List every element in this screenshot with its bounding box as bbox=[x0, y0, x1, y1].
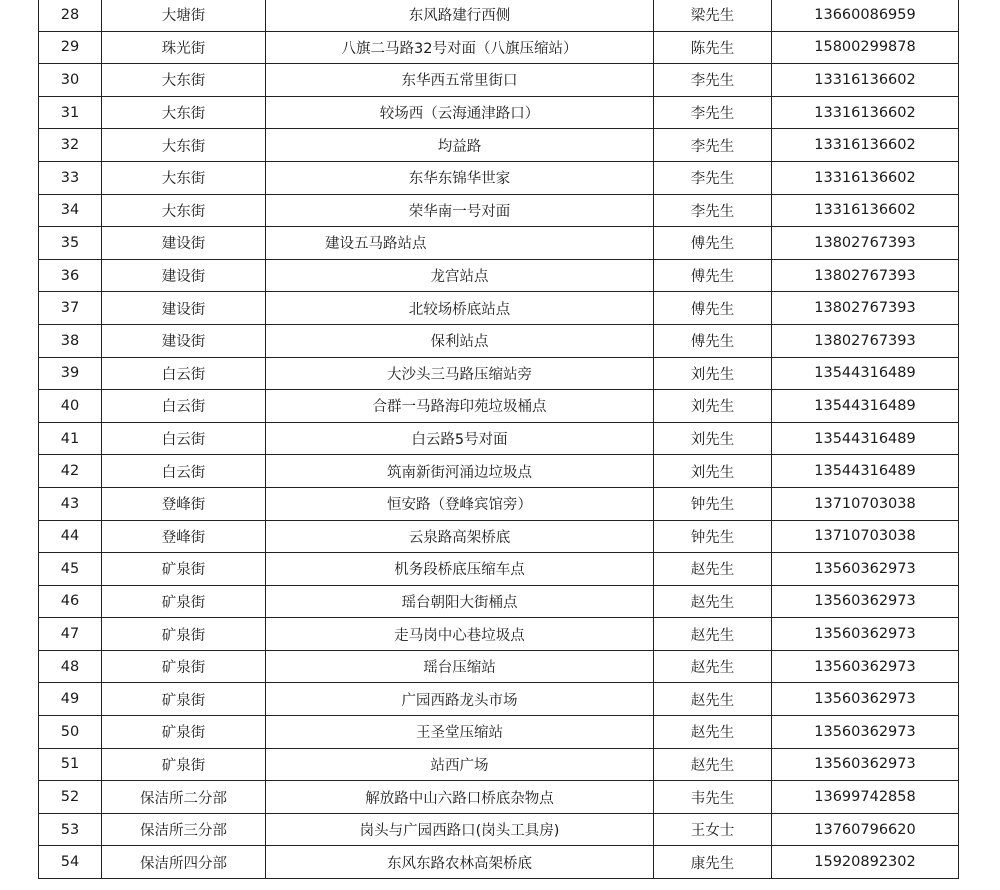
street-cell: 矿泉街 bbox=[102, 553, 266, 586]
contact-cell: 傅先生 bbox=[654, 227, 772, 260]
row-number-cell: 33 bbox=[39, 161, 102, 194]
table-row bbox=[39, 161, 959, 194]
contact-cell: 刘先生 bbox=[654, 390, 772, 423]
table-row bbox=[39, 194, 959, 227]
street-cell: 建设街 bbox=[102, 259, 266, 292]
phone-cell: 13710703038 bbox=[772, 520, 959, 553]
row-number-cell: 46 bbox=[39, 585, 102, 618]
location-cell: 北较场桥底站点 bbox=[266, 292, 654, 325]
row-number-cell: 37 bbox=[39, 292, 102, 325]
phone-cell: 13316136602 bbox=[772, 129, 959, 162]
row-number-cell: 29 bbox=[39, 31, 102, 64]
contact-cell: 李先生 bbox=[654, 129, 772, 162]
table-row bbox=[39, 683, 959, 716]
phone-cell: 13560362973 bbox=[772, 716, 959, 749]
location-cell: 瑶台朝阳大街桶点 bbox=[266, 585, 654, 618]
phone-cell: 13710703038 bbox=[772, 487, 959, 520]
street-cell: 矿泉街 bbox=[102, 716, 266, 749]
street-cell: 白云街 bbox=[102, 455, 266, 488]
street-cell: 建设街 bbox=[102, 227, 266, 260]
location-cell: 较场西（云海通津路口） bbox=[266, 96, 654, 129]
table-row bbox=[39, 650, 959, 683]
row-number-cell: 30 bbox=[39, 64, 102, 97]
street-cell: 大东街 bbox=[102, 64, 266, 97]
table-row bbox=[39, 748, 959, 781]
row-number-cell: 31 bbox=[39, 96, 102, 129]
location-cell: 龙宫站点 bbox=[266, 259, 654, 292]
contact-cell: 李先生 bbox=[654, 64, 772, 97]
contact-cell: 刘先生 bbox=[654, 357, 772, 390]
phone-cell: 13316136602 bbox=[772, 161, 959, 194]
table-row bbox=[39, 781, 959, 814]
phone-cell: 13699742858 bbox=[772, 781, 959, 814]
contact-cell: 赵先生 bbox=[654, 650, 772, 683]
location-cell: 云泉路高架桥底 bbox=[266, 520, 654, 553]
row-number-cell: 39 bbox=[39, 357, 102, 390]
row-number-cell: 52 bbox=[39, 781, 102, 814]
row-number-cell: 51 bbox=[39, 748, 102, 781]
contact-cell: 赵先生 bbox=[654, 553, 772, 586]
table-row bbox=[39, 0, 959, 31]
contact-cell: 赵先生 bbox=[654, 716, 772, 749]
contact-cell: 康先生 bbox=[654, 846, 772, 879]
contact-cell: 赵先生 bbox=[654, 683, 772, 716]
street-cell: 建设街 bbox=[102, 292, 266, 325]
row-number-cell: 42 bbox=[39, 455, 102, 488]
table-row bbox=[39, 813, 959, 846]
table-row bbox=[39, 553, 959, 586]
row-number-cell: 44 bbox=[39, 520, 102, 553]
row-number-cell: 48 bbox=[39, 650, 102, 683]
location-cell: 白云路5号对面 bbox=[266, 422, 654, 455]
location-cell: 恒安路（登峰宾馆旁） bbox=[266, 487, 654, 520]
row-number-cell: 28 bbox=[39, 0, 102, 31]
location-cell: 解放路中山六路口桥底杂物点 bbox=[266, 781, 654, 814]
phone-cell: 15920892302 bbox=[772, 846, 959, 879]
table-row bbox=[39, 259, 959, 292]
table-row bbox=[39, 96, 959, 129]
phone-cell: 13544316489 bbox=[772, 455, 959, 488]
phone-cell: 13560362973 bbox=[772, 553, 959, 586]
street-cell: 大东街 bbox=[102, 129, 266, 162]
phone-cell: 13802767393 bbox=[772, 324, 959, 357]
contact-cell: 钟先生 bbox=[654, 520, 772, 553]
contact-cell: 刘先生 bbox=[654, 422, 772, 455]
street-cell: 保洁所四分部 bbox=[102, 846, 266, 879]
phone-cell: 13316136602 bbox=[772, 64, 959, 97]
table-row bbox=[39, 31, 959, 64]
street-cell: 矿泉街 bbox=[102, 585, 266, 618]
table-row bbox=[39, 585, 959, 618]
phone-cell: 13802767393 bbox=[772, 292, 959, 325]
location-cell: 荣华南一号对面 bbox=[266, 194, 654, 227]
contact-cell: 刘先生 bbox=[654, 455, 772, 488]
contact-cell: 钟先生 bbox=[654, 487, 772, 520]
row-number-cell: 40 bbox=[39, 390, 102, 423]
row-number-cell: 47 bbox=[39, 618, 102, 651]
row-number-cell: 38 bbox=[39, 324, 102, 357]
location-cell: 东风东路农林高架桥底 bbox=[266, 846, 654, 879]
contact-cell: 赵先生 bbox=[654, 748, 772, 781]
location-cell: 广园西路龙头市场 bbox=[266, 683, 654, 716]
street-cell: 大东街 bbox=[102, 161, 266, 194]
contact-cell: 李先生 bbox=[654, 161, 772, 194]
row-number-cell: 41 bbox=[39, 422, 102, 455]
table-row bbox=[39, 324, 959, 357]
street-cell: 矿泉街 bbox=[102, 618, 266, 651]
location-cell: 合群一马路海印苑垃圾桶点 bbox=[266, 390, 654, 423]
phone-cell: 13544316489 bbox=[772, 390, 959, 423]
phone-cell: 13560362973 bbox=[772, 650, 959, 683]
street-cell: 保洁所二分部 bbox=[102, 781, 266, 814]
phone-cell: 13560362973 bbox=[772, 748, 959, 781]
contact-cell: 李先生 bbox=[654, 96, 772, 129]
table-row bbox=[39, 64, 959, 97]
location-cell: 东风路建行西侧 bbox=[266, 0, 654, 31]
contact-cell: 王女士 bbox=[654, 813, 772, 846]
phone-cell: 13544316489 bbox=[772, 422, 959, 455]
row-number-cell: 49 bbox=[39, 683, 102, 716]
street-cell: 保洁所三分部 bbox=[102, 813, 266, 846]
street-cell: 白云街 bbox=[102, 422, 266, 455]
phone-cell: 13560362973 bbox=[772, 618, 959, 651]
street-cell: 珠光街 bbox=[102, 31, 266, 64]
contact-cell: 韦先生 bbox=[654, 781, 772, 814]
row-number-cell: 53 bbox=[39, 813, 102, 846]
row-number-cell: 36 bbox=[39, 259, 102, 292]
row-number-cell: 34 bbox=[39, 194, 102, 227]
phone-cell: 13660086959 bbox=[772, 0, 959, 31]
phone-cell: 13802767393 bbox=[772, 259, 959, 292]
contact-cell: 梁先生 bbox=[654, 0, 772, 31]
table-row bbox=[39, 846, 959, 879]
table-row bbox=[39, 357, 959, 390]
table-row bbox=[39, 716, 959, 749]
phone-cell: 13802767393 bbox=[772, 227, 959, 260]
phone-cell: 13316136602 bbox=[772, 96, 959, 129]
phone-cell: 13760796620 bbox=[772, 813, 959, 846]
location-cell: 保利站点 bbox=[266, 324, 654, 357]
table-row bbox=[39, 129, 959, 162]
table-row bbox=[39, 618, 959, 651]
table-row bbox=[39, 487, 959, 520]
row-number-cell: 54 bbox=[39, 846, 102, 879]
table-row bbox=[39, 227, 959, 260]
table-row bbox=[39, 455, 959, 488]
location-cell: 东华西五常里街口 bbox=[266, 64, 654, 97]
street-cell: 白云街 bbox=[102, 390, 266, 423]
location-cell: 机务段桥底压缩车点 bbox=[266, 553, 654, 586]
location-cell: 走马岗中心巷垃圾点 bbox=[266, 618, 654, 651]
data-table bbox=[38, 0, 959, 879]
location-cell: 大沙头三马路压缩站旁 bbox=[266, 357, 654, 390]
table-row bbox=[39, 292, 959, 325]
location-cell: 东华东锦华世家 bbox=[266, 161, 654, 194]
table-row bbox=[39, 520, 959, 553]
table-row bbox=[39, 390, 959, 423]
contact-cell: 陈先生 bbox=[654, 31, 772, 64]
contact-cell: 赵先生 bbox=[654, 585, 772, 618]
location-cell: 建设五马路站点 bbox=[266, 227, 654, 260]
row-number-cell: 45 bbox=[39, 553, 102, 586]
contact-cell: 傅先生 bbox=[654, 324, 772, 357]
street-cell: 白云街 bbox=[102, 357, 266, 390]
street-cell: 矿泉街 bbox=[102, 683, 266, 716]
location-cell: 王圣堂压缩站 bbox=[266, 716, 654, 749]
phone-cell: 13316136602 bbox=[772, 194, 959, 227]
phone-cell: 13544316489 bbox=[772, 357, 959, 390]
street-cell: 建设街 bbox=[102, 324, 266, 357]
location-cell: 站西广场 bbox=[266, 748, 654, 781]
street-cell: 大东街 bbox=[102, 194, 266, 227]
phone-cell: 15800299878 bbox=[772, 31, 959, 64]
contact-cell: 李先生 bbox=[654, 194, 772, 227]
street-cell: 登峰街 bbox=[102, 487, 266, 520]
street-cell: 登峰街 bbox=[102, 520, 266, 553]
row-number-cell: 43 bbox=[39, 487, 102, 520]
street-cell: 矿泉街 bbox=[102, 650, 266, 683]
collection-point-table bbox=[38, 0, 958, 879]
table-row bbox=[39, 422, 959, 455]
table-body bbox=[39, 0, 959, 879]
contact-cell: 傅先生 bbox=[654, 292, 772, 325]
row-number-cell: 35 bbox=[39, 227, 102, 260]
location-cell: 瑶台压缩站 bbox=[266, 650, 654, 683]
phone-cell: 13560362973 bbox=[772, 683, 959, 716]
contact-cell: 傅先生 bbox=[654, 259, 772, 292]
street-cell: 大塘街 bbox=[102, 0, 266, 31]
contact-cell: 赵先生 bbox=[654, 618, 772, 651]
location-cell: 筑南新街河涌边垃圾点 bbox=[266, 455, 654, 488]
street-cell: 矿泉街 bbox=[102, 748, 266, 781]
row-number-cell: 50 bbox=[39, 716, 102, 749]
street-cell: 大东街 bbox=[102, 96, 266, 129]
phone-cell: 13560362973 bbox=[772, 585, 959, 618]
location-cell: 均益路 bbox=[266, 129, 654, 162]
location-cell: 岗头与广园西路口(岗头工具房) bbox=[266, 813, 654, 846]
row-number-cell: 32 bbox=[39, 129, 102, 162]
location-cell: 八旗二马路32号对面（八旗压缩站） bbox=[266, 31, 654, 64]
